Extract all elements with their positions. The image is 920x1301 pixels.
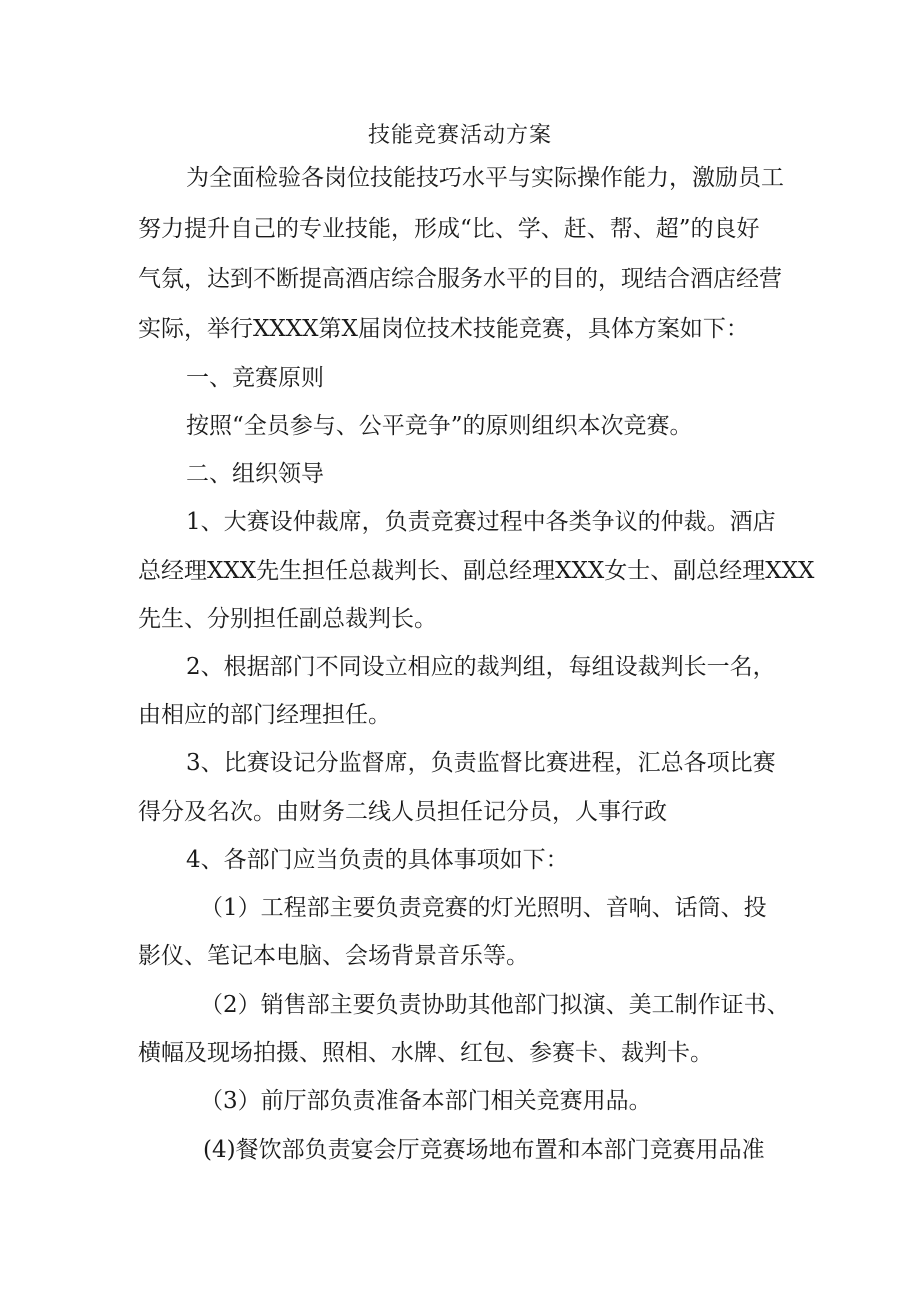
paragraph-line: 得分及名次。由财务二线人员担任记分员，人事行政 [138,799,667,825]
paragraph-line: 为全面检验各岗位技能技巧水平与实际操作能力，激励员工 [186,165,784,191]
paragraph-line: 4、各部门应当负责的具体事项如下： [186,847,569,873]
list-item-continuation: 影仪、笔记本电脑、会场背景音乐等。 [138,943,529,969]
list-item: （2）销售部主要负责协助其他部门拟演、美工制作证书、 [200,992,790,1018]
section-heading: 一、竞赛原则 [186,365,324,391]
list-item: (4)餐饮部负责宴会厅竞赛场地布置和本部门竞赛用品准 [203,1137,765,1163]
document-title: 技能竞赛活动方案 [367,123,552,148]
list-item: （3）前厅部负责准备本部门相关竞赛用品。 [200,1088,652,1114]
list-item-continuation: 横幅及现场拍摄、照相、水牌、红包、参赛卡、裁判卡。 [138,1040,713,1066]
paragraph-line: 实际，举行XXXX第X届岗位技术技能竞赛，具体方案如下： [138,316,749,342]
paragraph-line: 按照“全员参与、公平竞争”的原则组织本次竞赛。 [186,413,693,439]
paragraph-line: 3、比赛设记分监督席，负责监督比赛进程，汇总各项比赛 [186,750,776,776]
paragraph-line: 努力提升自己的专业技能，形成“比、学、赶、帮、超”的良好 [138,216,760,242]
paragraph-line: 1、大赛设仲裁席，负责竞赛过程中各类争议的仲裁。酒店 [186,509,776,535]
paragraph-line: 2、根据部门不同设立相应的裁判组，每组设裁判长一名， [186,654,776,680]
paragraph-line: 气氛，达到不断提高酒店综合服务水平的目的，现结合酒店经营 [138,266,782,292]
paragraph-line: 先生、分别担任副总裁判长。 [138,606,437,632]
list-item: （1）工程部主要负责竞赛的灯光照明、音响、话筒、投 [200,895,767,921]
paragraph-line: 由相应的部门经理担任。 [138,702,391,728]
paragraph-line: 总经理XXX先生担任总裁判长、副总经理XXX女士、副总经理XXX [138,558,815,584]
section-heading: 二、组织领导 [186,461,324,487]
